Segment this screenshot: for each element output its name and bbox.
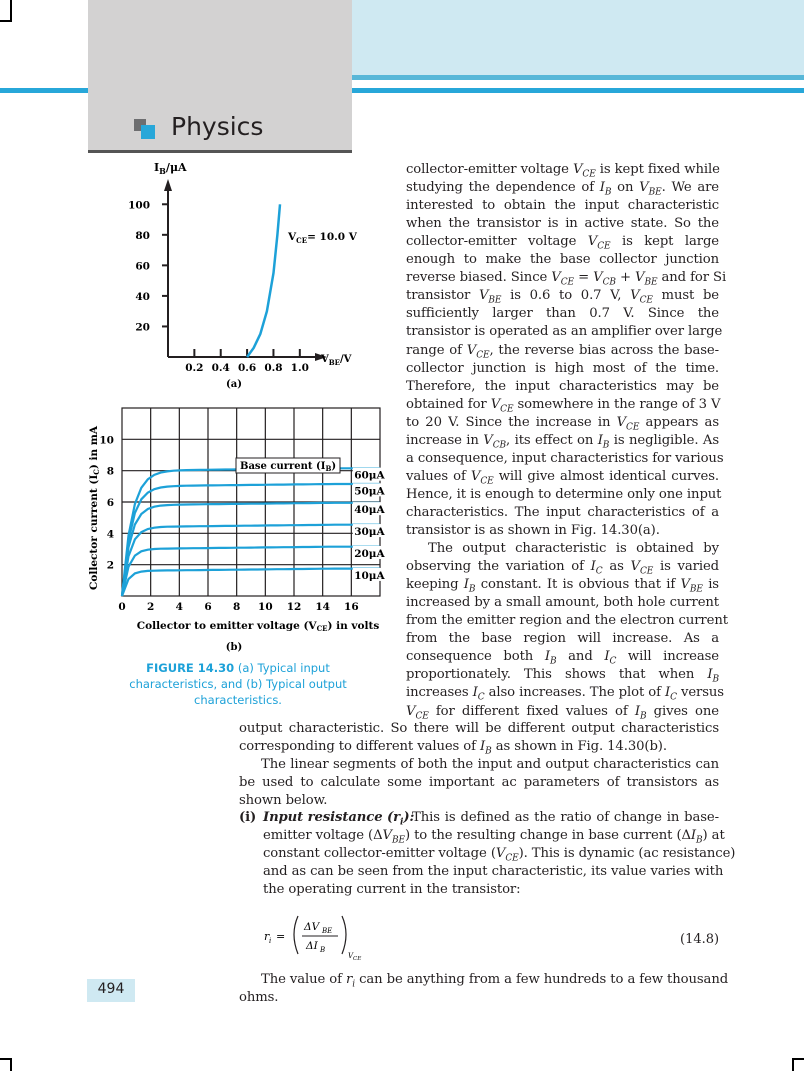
panel-b-tag: (b) — [225, 642, 243, 653]
x-tick-label: 2 — [147, 601, 155, 613]
curve-label: 50μA — [354, 485, 385, 498]
svg-text:ΔI: ΔI — [306, 940, 318, 952]
svg-text:ΔV: ΔV — [304, 921, 320, 933]
panel-b-ylabel: Collector current (IC) in mA — [88, 426, 101, 590]
y-tick-label: 40 — [135, 290, 150, 303]
svg-text:r: r — [264, 930, 270, 943]
item-title: Input resistance $(r_i)$: — [263, 810, 415, 828]
caption-text: (a) Typical input characteristics, and (b) Typical output characteristics. — [129, 661, 347, 707]
text-line: constant collector-emitter voltage $(V_{CE})$. This is dynamic (ac resistance) — [263, 846, 736, 864]
header-rule — [88, 150, 352, 153]
text-line: increased by a small amount, both hole current — [406, 595, 719, 611]
text-line: emitter voltage $(\Delta V_{BE})$ to the resulting change in base current $(\Delta I_B)$ at — [263, 828, 725, 846]
crop-mark — [792, 1058, 794, 1071]
text-line: reverse biased. Since $V_{CE} = V_{CB} + V_{BE}$ and for Si — [406, 270, 727, 288]
curve-label: 20μA — [354, 548, 385, 560]
text-line: collector-emitter voltage $V_{CE}$ is kept fixed while — [406, 162, 720, 180]
input-characteristics-chart — [96, 155, 386, 395]
x-tick-label: 6 — [204, 601, 212, 613]
panel-a-ylabel: $I_B/\mu A$ — [154, 161, 187, 176]
caption-label: FIGURE 14.30 — [146, 661, 235, 675]
y-tick-label: 60 — [135, 260, 150, 273]
text-line: enough to make the base collector junction — [406, 252, 719, 268]
text-line: the operating current in the transistor: — [263, 882, 521, 897]
panel-a-tag: (a) — [226, 379, 242, 390]
x-tick-label: 0.4 — [211, 362, 230, 374]
output-curve — [122, 484, 380, 596]
x-tick-label: 16 — [344, 601, 359, 613]
text-line: from the emitter region and the electron current — [406, 613, 728, 629]
y-tick-label: 100 — [128, 199, 150, 212]
text-line: output characteristic. So there will be different output characteristics — [239, 721, 719, 736]
text-line: from the base region will increase. As a — [406, 631, 719, 647]
y-tick-label: 80 — [135, 229, 150, 242]
text-line: Therefore, the input characteristics may be — [406, 378, 719, 394]
chapter-title: Physics — [171, 112, 264, 141]
header-blue-band — [352, 0, 804, 75]
text-line: range of $V_{CE}$, the reverse bias across the base- — [406, 342, 719, 361]
y-tick-label: 2 — [106, 559, 114, 572]
text-line: values of $V_{CE}$ will give almost identical curves. — [406, 468, 719, 487]
text-line: The output characteristic is obtained by — [428, 541, 719, 557]
text-line: characteristics. The input characteristics of a — [406, 504, 719, 520]
text-line: consequence both $I_B$ and $I_C$ will increase — [406, 649, 719, 667]
text-line: This is defined as the ratio of change in base- — [412, 810, 719, 825]
text-line: transistor is operated as an amplifier over large — [406, 324, 723, 340]
figure-caption — [104, 660, 372, 708]
crop-mark — [10, 0, 12, 22]
text-line: interested to obtain the input characteristic — [406, 198, 719, 214]
equation-14-8 — [258, 906, 378, 962]
x-tick-label: 10 — [258, 601, 273, 613]
input-curve — [247, 204, 280, 357]
x-tick-label: 0.6 — [237, 362, 257, 374]
text-line: sufficiently larger than 0.7 V. Since the — [406, 306, 719, 322]
curve-label: 40μA — [354, 504, 385, 517]
text-line: $V_{CE}$ for different fixed values of $I_B$ gives one — [406, 703, 719, 722]
svg-text:B: B — [320, 946, 326, 954]
text-line: observing the variation of $I_C$ as $V_{CE}$ is varied — [406, 559, 719, 577]
crop-mark — [0, 20, 10, 22]
legend-title: Base current $(I_B)$ — [240, 461, 337, 473]
text-line: ohms. — [239, 990, 279, 1005]
text-line: obtained for $V_{CE}$ somewhere in the range of 3 V — [406, 396, 721, 415]
curve-label: 60μA — [354, 469, 385, 482]
text-line: collector-emitter voltage $V_{CE}$ is kept large — [406, 234, 720, 252]
output-characteristics-chart — [84, 400, 388, 660]
header-stripe — [352, 88, 804, 93]
x-tick-label: 0.8 — [264, 362, 283, 374]
svg-text:V: V — [348, 952, 354, 960]
text-line: a consequence, input characteristics for various — [406, 450, 724, 466]
text-line: Hence, it is enough to determine only one input — [406, 486, 722, 502]
text-line: and as can be seen from the input characteristic, its value varies with — [263, 864, 724, 879]
crop-mark — [10, 1058, 12, 1071]
curve-label: 10μA — [354, 569, 385, 582]
text-line: The value of $r_i$ can be anything from a few hundreds to a few thousand — [261, 972, 729, 990]
y-tick-label: 20 — [135, 321, 150, 334]
output-curve — [122, 569, 380, 596]
page-number: 494 — [97, 981, 125, 997]
text-line: increases $I_C$ also increases. The plot of $I_C$ versus — [406, 685, 724, 704]
x-tick-label: 14 — [315, 601, 330, 613]
y-tick-label: 6 — [106, 497, 114, 509]
curve-label: 30μA — [354, 526, 385, 539]
header-stripe — [0, 88, 88, 93]
text-line: to 20 V. Since the increase in $V_{CE}$ appears as — [406, 414, 719, 433]
y-tick-label: 8 — [106, 465, 114, 478]
text-line: proportionately. This shows that when $I_B$ — [406, 667, 719, 686]
text-line: The linear segments of both the input and output characteristics can — [261, 757, 719, 772]
x-tick-label: 12 — [286, 601, 302, 613]
output-curve — [122, 525, 380, 596]
text-line: increase in $V_{CB}$, its effect on $I_B$ is negligible. As — [406, 432, 719, 451]
text-line: corresponding to different values of $I_B$ as shown in Fig. 14.30(b). — [239, 739, 667, 757]
x-tick-label: 8 — [233, 601, 241, 613]
text-line: transistor is as shown in Fig. 14.30(a). — [406, 523, 660, 538]
chapter-logo-icon — [141, 125, 155, 139]
equation-label: (14.8) — [680, 932, 720, 947]
text-line: be used to calculate some important ac parameters of transistors as — [239, 775, 719, 790]
svg-text:BE: BE — [322, 927, 333, 935]
panel-b-xlabel: Collector to emitter voltage (VCE) in volts — [136, 620, 380, 633]
svg-text:i: i — [269, 937, 272, 945]
x-tick-label: 4 — [175, 601, 183, 613]
x-tick-label: 0 — [118, 601, 126, 613]
y-tick-label: 10 — [99, 434, 114, 447]
item-marker: (i) — [239, 810, 257, 825]
panel-a-curve-label: $V_{CE}= 10.0$ V — [288, 231, 357, 245]
panel-a-xlabel: $V_{BE}/V$ — [321, 354, 352, 367]
text-line: when the transistor is in active state. So the — [406, 216, 719, 232]
text-line: keeping $I_B$ constant. It is obvious that if $V_{BE}$ is — [406, 577, 719, 595]
text-line: transistor $V_{BE}$ is 0.6 to 0.7 V, $V_{CE}$ must be — [406, 288, 719, 306]
header-stripe — [352, 80, 804, 84]
text-line: collector junction is high most of the time. — [406, 360, 719, 376]
x-tick-label: 0.2 — [185, 362, 204, 374]
x-tick-label: 1.0 — [290, 362, 309, 374]
text-line: shown below. — [239, 793, 328, 808]
y-tick-label: 4 — [106, 528, 114, 541]
svg-text:=: = — [276, 930, 286, 943]
text-line: studying the dependence of $I_B$ on $V_{BE}$. We are — [406, 180, 719, 198]
svg-text:CE: CE — [353, 956, 362, 962]
